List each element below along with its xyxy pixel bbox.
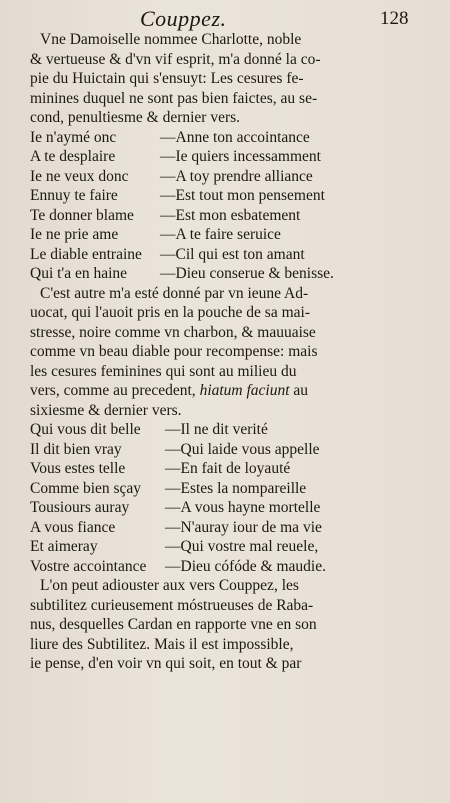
verse-first-half: Ennuy te faire bbox=[30, 187, 118, 204]
text-line: comme vn beau diable pour recompense: mais bbox=[30, 343, 318, 360]
verse-first-half: Qui vous dit belle bbox=[30, 421, 141, 438]
text-segment: au bbox=[293, 382, 309, 399]
text-line: minines duquel ne sont pas bien faictes, au se- bbox=[30, 89, 318, 107]
verse-second-half: —Est tout mon pensement bbox=[160, 187, 325, 204]
verse-line bbox=[30, 147, 430, 167]
text-line: Vne Damoiselle nommee Charlotte, noble bbox=[40, 31, 302, 48]
verse-second-half: —Qui vostre mal reuele, bbox=[165, 538, 319, 555]
verse-first-half: Ie n'aymé onc bbox=[30, 128, 117, 146]
verse-line bbox=[30, 167, 430, 187]
verse-second-half: —Est mon esbatement bbox=[160, 206, 301, 224]
verse-first-half: Vous estes telle bbox=[30, 460, 126, 477]
verse-first-half: A vous fiance bbox=[30, 518, 116, 536]
verse-first-half: Qui t'a en haine bbox=[30, 265, 128, 282]
verse-first-half: Ie ne veux donc bbox=[30, 167, 129, 185]
second-verse bbox=[30, 420, 430, 576]
intro-paragraph bbox=[30, 30, 430, 128]
verse-second-half: —Anne ton accointance bbox=[160, 128, 310, 146]
latin-phrase: hiatum faciunt bbox=[199, 382, 290, 399]
verse-line bbox=[30, 537, 430, 557]
text-segment: vers, comme au precedent, bbox=[30, 382, 196, 399]
text-block bbox=[30, 30, 430, 674]
text-line: L'on peut adiouster aux vers Couppez, les bbox=[40, 577, 299, 594]
verse-line bbox=[30, 498, 430, 518]
verse-first-half: Ie ne prie ame bbox=[30, 226, 119, 243]
text-line: nus, desquelles Cardan en rapporte vne en son bbox=[30, 616, 317, 633]
verse-line bbox=[30, 440, 430, 460]
verse-line bbox=[30, 225, 430, 245]
verse-line bbox=[30, 264, 430, 284]
verse-line bbox=[30, 186, 430, 206]
text-line: subtilitez curieusement móstrueuses de Raba- bbox=[30, 596, 314, 614]
closing-paragraph bbox=[30, 576, 430, 674]
text-line: sixiesme & dernier vers. bbox=[30, 401, 182, 419]
verse-line bbox=[30, 557, 430, 577]
text-line: liure des Subtilitez. Mais il est impossible, bbox=[30, 635, 294, 653]
text-line: cond, penultiesme & dernier vers. bbox=[30, 109, 241, 126]
text-line: pie du Huictain qui s'ensuyt: Les cesures fe- bbox=[30, 70, 304, 87]
verse-first-half: Vostre accointance bbox=[30, 557, 147, 575]
verse-first-half: A te desplaire bbox=[30, 148, 116, 165]
verse-second-half: —Cil qui est ton amant bbox=[160, 245, 305, 263]
verse-line bbox=[30, 128, 430, 148]
verse-line bbox=[30, 479, 430, 499]
text-line: uocat, qui l'auoit pris en la pouche de sa mai- bbox=[30, 304, 310, 321]
verse-second-half: —N'auray iour de ma vie bbox=[165, 518, 322, 536]
verse-first-half: Le diable entraine bbox=[30, 245, 142, 263]
verse-second-half: —Estes la nompareille bbox=[165, 479, 307, 497]
verse-line bbox=[30, 518, 430, 538]
verse-second-half: —Il ne dit verité bbox=[165, 421, 268, 438]
text-line: ie pense, d'en voir vn qui soit, en tout & par bbox=[30, 655, 302, 672]
text-line: les cesures feminines qui sont au milieu du bbox=[30, 362, 297, 380]
verse-line bbox=[30, 420, 430, 440]
text-line: C'est autre m'a esté donné par vn ieune Ad- bbox=[40, 284, 309, 302]
verse-line bbox=[30, 206, 430, 226]
page-number: 128 bbox=[380, 8, 409, 29]
verse-first-half: Et aimeray bbox=[30, 538, 98, 555]
middle-paragraph bbox=[30, 284, 430, 421]
verse-second-half: —En fait de loyauté bbox=[165, 460, 291, 477]
verse-first-half: Il dit bien vray bbox=[30, 440, 122, 458]
verse-line bbox=[30, 459, 430, 479]
verse-first-half: Comme bien sçay bbox=[30, 479, 142, 497]
verse-line bbox=[30, 245, 430, 265]
running-title: Couppez. bbox=[140, 6, 227, 31]
verse-second-half: —Dieu cófóde & maudie. bbox=[165, 557, 326, 575]
verse-second-half: —A te faire seruice bbox=[160, 226, 281, 243]
verse-second-half: —Qui laide vous appelle bbox=[165, 440, 320, 458]
page-header bbox=[0, 4, 450, 32]
text-line bbox=[30, 381, 430, 401]
huictain-verse bbox=[30, 128, 430, 284]
verse-second-half: —A toy prendre alliance bbox=[160, 167, 313, 185]
text-line: stresse, noire comme vn charbon, & mauuaise bbox=[30, 323, 316, 341]
verse-first-half: Te donner blame bbox=[30, 206, 134, 224]
verse-second-half: —Ie quiers incessamment bbox=[160, 148, 321, 165]
text-line: & vertueuse & d'vn vif esprit, m'a donné la co- bbox=[30, 50, 321, 68]
verse-second-half: —A vous hayne mortelle bbox=[165, 499, 321, 516]
verse-first-half: Tousiours auray bbox=[30, 499, 130, 516]
verse-second-half: —Dieu conserue & benisse. bbox=[160, 265, 334, 282]
